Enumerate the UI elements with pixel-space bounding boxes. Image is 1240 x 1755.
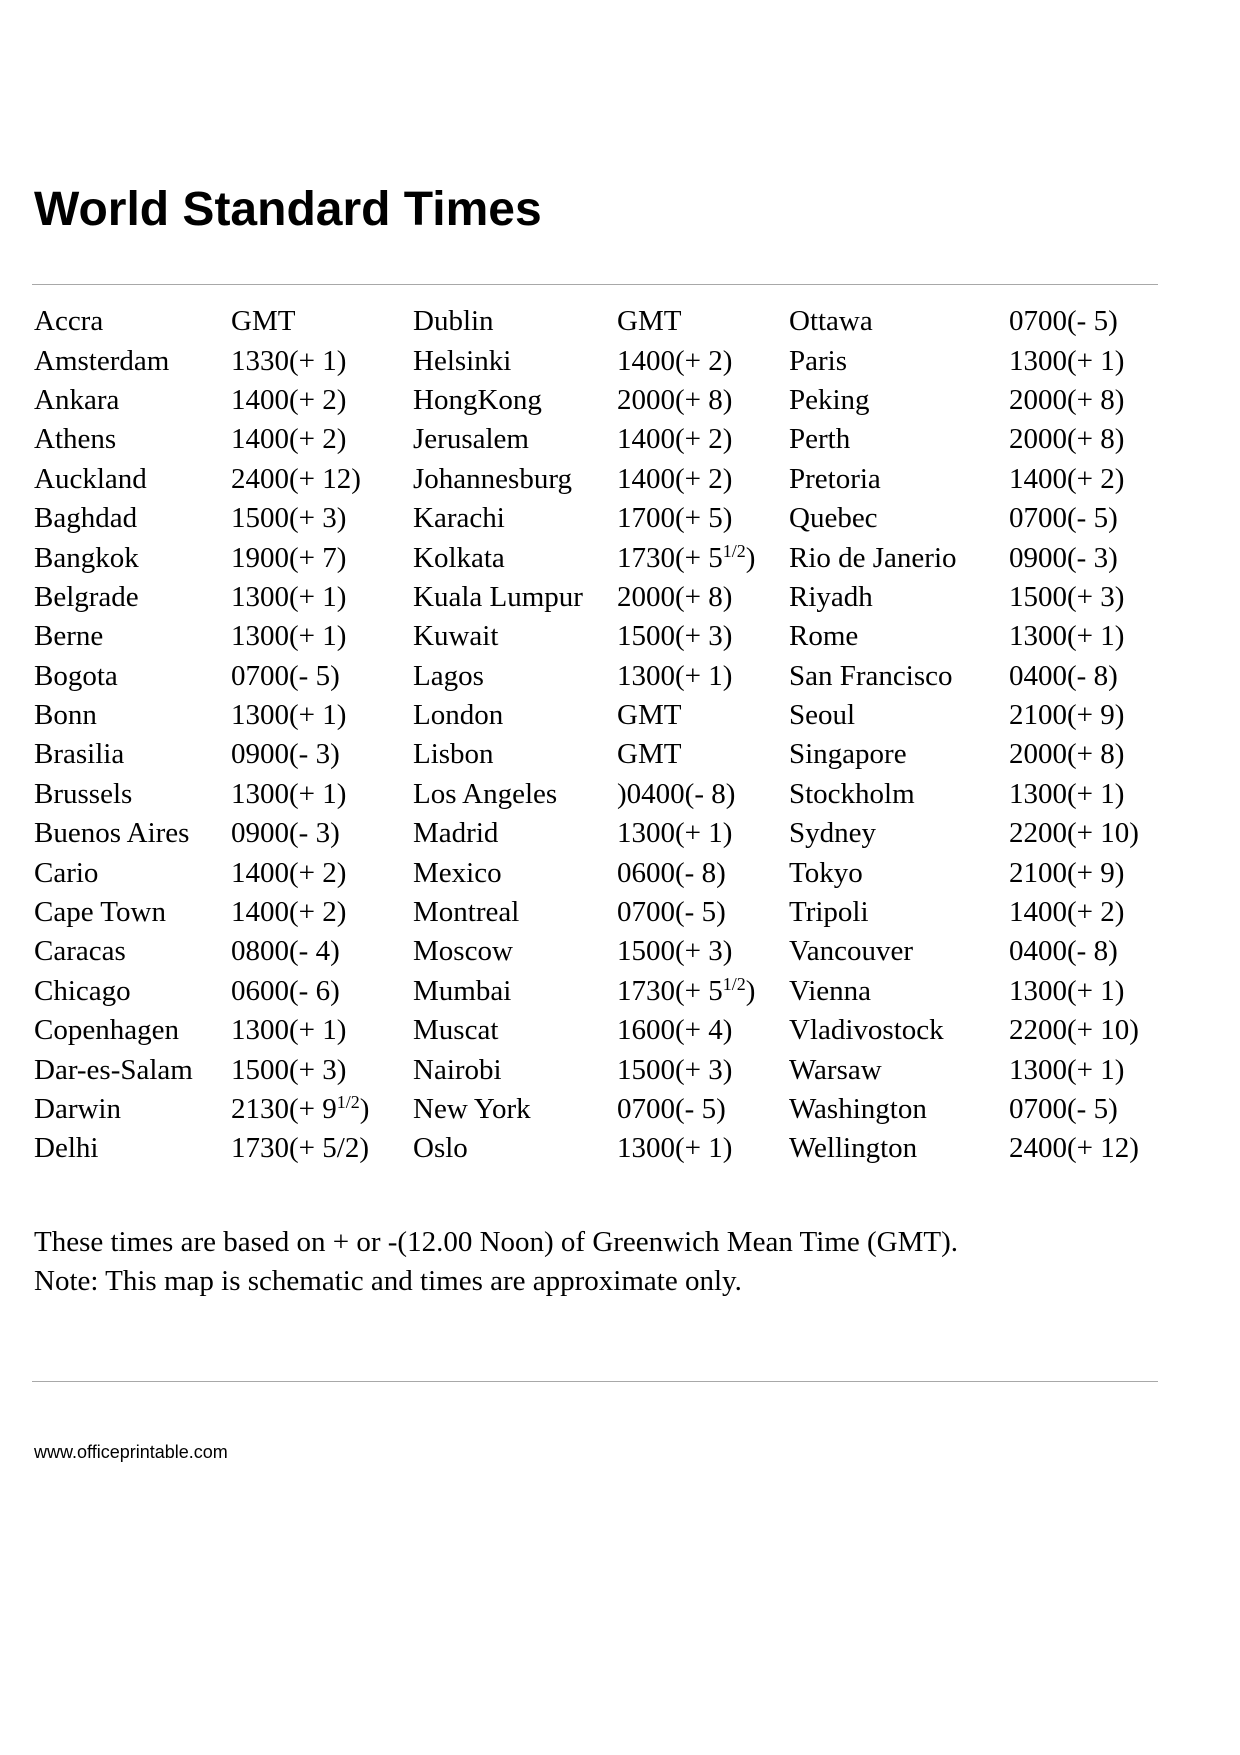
time-value: GMT: [617, 305, 682, 338]
time-value: 0700(- 5): [1009, 305, 1118, 338]
time-value: 1600(+ 4): [617, 1014, 733, 1047]
city-name: Vienna: [789, 974, 872, 1007]
local-time: [231, 542, 413, 575]
time-value: 1400(+ 2): [231, 423, 347, 456]
city-name: Darwin: [34, 1093, 121, 1125]
city-name: Bangkok: [34, 541, 139, 574]
local-time: [231, 305, 413, 338]
local-time: [231, 857, 413, 890]
local-time: [617, 1132, 789, 1165]
local-time: [231, 896, 413, 929]
table-row: [34, 578, 1160, 617]
local-time: [231, 660, 413, 693]
city-name: Kuala Lumpur: [413, 580, 583, 613]
time-value: 1500(+ 3): [617, 620, 733, 653]
local-time: [617, 463, 789, 496]
time-value: 1730(+ 5/2): [231, 1132, 369, 1165]
time-value: 1500(+ 3): [617, 935, 733, 968]
table-row: [34, 1090, 1160, 1129]
city-name: Cape Town: [34, 896, 166, 929]
city-name: Muscat: [413, 1014, 499, 1047]
time-value: 1400(+ 2): [617, 462, 733, 495]
local-time: [617, 896, 789, 929]
city-name: Rio de Janerio: [789, 541, 957, 574]
note-schematic: Note: This map is schematic and times are approximate only.: [34, 1265, 742, 1297]
local-time: [617, 581, 789, 614]
local-time: [617, 660, 789, 693]
local-time: [617, 345, 789, 378]
time-value: 1700(+ 5): [617, 502, 733, 535]
time-value: 1300(+ 1): [1009, 777, 1125, 810]
table-row: [34, 893, 1160, 932]
time-value: 1300(+ 1): [231, 777, 347, 810]
city-name: Quebec: [789, 502, 878, 535]
local-time: [1009, 502, 1159, 535]
city-name: Mexico: [413, 856, 502, 889]
city-name: Buenos Aires: [34, 817, 190, 850]
time-value: GMT: [617, 738, 682, 771]
time-value: 1500(+ 3): [1009, 580, 1125, 613]
local-time: [1009, 817, 1159, 850]
city-name: Bogota: [34, 659, 118, 692]
table-row: [34, 302, 1160, 341]
time-value: 2100(+ 9): [1009, 856, 1125, 889]
local-time: [1009, 896, 1159, 929]
local-time: [1009, 620, 1159, 653]
table-row: [34, 341, 1160, 380]
local-time: [1009, 423, 1159, 456]
time-value: 0600(- 8): [617, 856, 726, 889]
local-time: [231, 1054, 413, 1087]
city-name: Copenhagen: [34, 1014, 179, 1047]
city-name: San Francisco: [789, 659, 953, 692]
time-value: 1300(+ 1): [617, 817, 733, 850]
city-name: Ottawa: [789, 305, 873, 338]
city-name: Accra: [34, 305, 104, 338]
footer-url: www.officeprintable.com: [34, 1442, 228, 1462]
local-time: [1009, 857, 1159, 890]
city-name: Karachi: [413, 502, 505, 535]
notes: [34, 1223, 958, 1301]
city-name: Perth: [789, 423, 851, 456]
local-time: [617, 935, 789, 968]
local-time: [1009, 305, 1159, 338]
city-name: Pretoria: [789, 462, 881, 495]
table-row: [34, 775, 1160, 814]
time-value: 0400(- 8): [1009, 935, 1118, 968]
time-suffix: ): [359, 1093, 370, 1125]
table-row: [34, 1129, 1160, 1168]
local-time: [1009, 1054, 1159, 1087]
table-row: [34, 1011, 1160, 1050]
table-row: [34, 499, 1160, 538]
time-value: 0900(- 3): [1009, 541, 1118, 574]
local-time: [617, 1093, 789, 1126]
city-name: Bonn: [34, 699, 97, 732]
local-time: [231, 935, 413, 968]
note-gmt-basis: These times are based on + or -(12.00 Noon) of Greenwich Mean Time (GMT).: [34, 1226, 958, 1258]
table-row: [34, 972, 1160, 1011]
city-name: Los Angeles: [413, 777, 558, 810]
city-name: Kolkata: [413, 541, 505, 574]
time-value: 1300(+ 1): [1009, 344, 1125, 377]
time-value: 1300(+ 1): [1009, 620, 1125, 653]
city-name: Kuwait: [413, 620, 499, 653]
local-time: [617, 1014, 789, 1047]
city-name: Auckland: [34, 462, 147, 495]
local-time: [1009, 935, 1159, 968]
time-value: 1900(+ 7): [231, 541, 347, 574]
time-value: 2000(+ 8): [617, 383, 733, 416]
local-time: [231, 1014, 413, 1047]
time-value: 1400(+ 2): [617, 344, 733, 377]
local-time: [231, 1132, 413, 1165]
local-time: [617, 384, 789, 417]
table-row: [34, 657, 1160, 696]
time-value: 0700(- 5): [1009, 502, 1118, 535]
time-value: 1500(+ 3): [617, 1053, 733, 1086]
time-value: GMT: [617, 699, 682, 732]
local-time: [231, 975, 413, 1008]
local-time: [617, 542, 789, 575]
table-row: [34, 853, 1160, 892]
local-time: [231, 778, 413, 811]
city-name: Cario: [34, 856, 99, 889]
local-time: [1009, 778, 1159, 811]
city-name: Baghdad: [34, 502, 138, 535]
local-time: [231, 1093, 413, 1126]
time-value: 2200(+ 10): [1009, 817, 1139, 850]
city-name: Dar-es-Salam: [34, 1053, 193, 1086]
local-time: [231, 463, 413, 496]
table-row: [34, 814, 1160, 853]
time-value: 1400(+ 2): [1009, 896, 1125, 929]
city-name: Peking: [789, 383, 870, 416]
time-value: 1400(+ 2): [231, 896, 347, 929]
city-name: Tripoli: [789, 896, 869, 929]
time-value: 1300(+ 1): [1009, 974, 1125, 1007]
city-name: Riyadh: [789, 580, 873, 613]
table-row: [34, 617, 1160, 656]
time-value: 1400(+ 2): [231, 383, 347, 416]
city-name: Singapore: [789, 738, 907, 771]
local-time: [1009, 384, 1159, 417]
local-time: [1009, 581, 1159, 614]
time-value: 0900(- 3): [231, 817, 340, 850]
local-time: [231, 502, 413, 535]
world-times-table: [34, 302, 1160, 1169]
time-suffix: ): [745, 541, 756, 574]
time-value: 1500(+ 3): [231, 502, 347, 535]
city-name: Stockholm: [789, 777, 915, 810]
local-time: [617, 975, 789, 1008]
table-row: [34, 735, 1160, 774]
table-row: [34, 538, 1160, 577]
table-row: [34, 381, 1160, 420]
city-name: Amsterdam: [34, 344, 170, 377]
time-fraction: 1/2: [722, 540, 746, 561]
city-name: Vancouver: [789, 935, 914, 968]
time-fraction: 1/2: [722, 973, 746, 994]
time-value: GMT: [231, 305, 296, 338]
local-time: [1009, 345, 1159, 378]
local-time: [617, 423, 789, 456]
city-name: Moscow: [413, 935, 513, 968]
time-value: 0800(- 4): [231, 935, 340, 968]
local-time: [1009, 1132, 1159, 1165]
time-value: 0700(- 5): [1009, 1093, 1118, 1125]
table-row: [34, 1050, 1160, 1089]
city-name: Caracas: [34, 935, 126, 968]
top-divider: [32, 284, 1158, 285]
time-value: 2000(+ 8): [1009, 383, 1125, 416]
local-time: [231, 699, 413, 732]
time-value: 0600(- 6): [231, 974, 340, 1007]
time-value: 1300(+ 1): [231, 620, 347, 653]
city-name: Vladivostock: [789, 1014, 944, 1047]
time-value: )0400(- 8): [617, 777, 736, 810]
city-name: Dublin: [413, 305, 494, 338]
local-time: [231, 620, 413, 653]
time-value: 2400(+ 12): [1009, 1132, 1139, 1165]
time-value: 2130(+ 9: [231, 1093, 337, 1125]
table-row: [34, 696, 1160, 735]
time-value: 0700(- 5): [617, 1093, 726, 1125]
local-time: [231, 345, 413, 378]
time-value: 1400(+ 2): [1009, 462, 1125, 495]
city-name: Jerusalem: [413, 423, 529, 456]
city-name: Athens: [34, 423, 117, 456]
city-name: Seoul: [789, 699, 856, 732]
city-name: Berne: [34, 620, 104, 653]
city-name: Rome: [789, 620, 859, 653]
time-value: 1400(+ 2): [617, 423, 733, 456]
local-time: [617, 699, 789, 732]
city-name: Brasilia: [34, 738, 125, 771]
city-name: Wellington: [789, 1132, 918, 1165]
local-time: [1009, 738, 1159, 771]
city-name: Oslo: [413, 1132, 468, 1165]
time-value: 2200(+ 10): [1009, 1014, 1139, 1047]
time-value: 2100(+ 9): [1009, 699, 1125, 732]
local-time: [231, 581, 413, 614]
city-name: Johannesburg: [413, 462, 572, 495]
local-time: [231, 817, 413, 850]
local-time: [231, 384, 413, 417]
local-time: [231, 738, 413, 771]
city-name: Delhi: [34, 1132, 99, 1165]
time-value: 1300(+ 1): [231, 699, 347, 732]
city-name: Helsinki: [413, 344, 512, 377]
time-value: 1330(+ 1): [231, 344, 347, 377]
time-fraction: 1/2: [336, 1092, 360, 1113]
time-suffix: ): [745, 974, 756, 1007]
city-name: HongKong: [413, 383, 542, 416]
city-name: Sydney: [789, 817, 876, 850]
local-time: [617, 857, 789, 890]
city-name: Washington: [789, 1093, 927, 1125]
city-name: Chicago: [34, 974, 131, 1007]
time-value: 0900(- 3): [231, 738, 340, 771]
city-name: Montreal: [413, 896, 520, 929]
table-row: [34, 932, 1160, 971]
time-value: 2000(+ 8): [617, 580, 733, 613]
city-name: Warsaw: [789, 1053, 882, 1086]
time-value: 2400(+ 12): [231, 462, 361, 495]
time-value: 2000(+ 8): [1009, 738, 1125, 771]
time-value: 0700(- 5): [231, 659, 340, 692]
local-time: [617, 817, 789, 850]
city-name: Ankara: [34, 383, 120, 416]
local-time: [617, 620, 789, 653]
city-name: New York: [413, 1093, 531, 1125]
local-time: [231, 423, 413, 456]
time-value: 0400(- 8): [1009, 659, 1118, 692]
city-name: Madrid: [413, 817, 499, 850]
city-name: Lagos: [413, 659, 484, 692]
local-time: [1009, 699, 1159, 732]
time-value: 1300(+ 1): [231, 580, 347, 613]
city-name: Lisbon: [413, 738, 494, 771]
time-value: 1300(+ 1): [617, 659, 733, 692]
local-time: [1009, 463, 1159, 496]
local-time: [617, 305, 789, 338]
city-name: Brussels: [34, 777, 133, 810]
time-value: 1400(+ 2): [231, 856, 347, 889]
local-time: [617, 738, 789, 771]
time-value: 1300(+ 1): [1009, 1053, 1125, 1086]
local-time: [1009, 1014, 1159, 1047]
time-value: 0700(- 5): [617, 896, 726, 929]
table-row: [34, 420, 1160, 459]
time-value: 1730(+ 5: [617, 541, 723, 574]
time-value: 2000(+ 8): [1009, 423, 1125, 456]
page-title: World Standard Times: [34, 183, 542, 236]
local-time: [617, 778, 789, 811]
local-time: [617, 502, 789, 535]
time-value: 1730(+ 5: [617, 974, 723, 1007]
local-time: [1009, 975, 1159, 1008]
city-name: Belgrade: [34, 580, 139, 613]
city-name: Paris: [789, 344, 847, 377]
city-name: Tokyo: [789, 856, 863, 889]
city-name: London: [413, 699, 504, 732]
time-value: 1500(+ 3): [231, 1053, 347, 1086]
local-time: [1009, 660, 1159, 693]
local-time: [1009, 1093, 1159, 1126]
bottom-divider: [32, 1381, 1158, 1382]
city-name: Nairobi: [413, 1053, 502, 1086]
local-time: [1009, 542, 1159, 575]
time-value: 1300(+ 1): [231, 1014, 347, 1047]
local-time: [617, 1054, 789, 1087]
city-name: Mumbai: [413, 974, 512, 1007]
time-value: 1300(+ 1): [617, 1132, 733, 1165]
table-row: [34, 460, 1160, 499]
